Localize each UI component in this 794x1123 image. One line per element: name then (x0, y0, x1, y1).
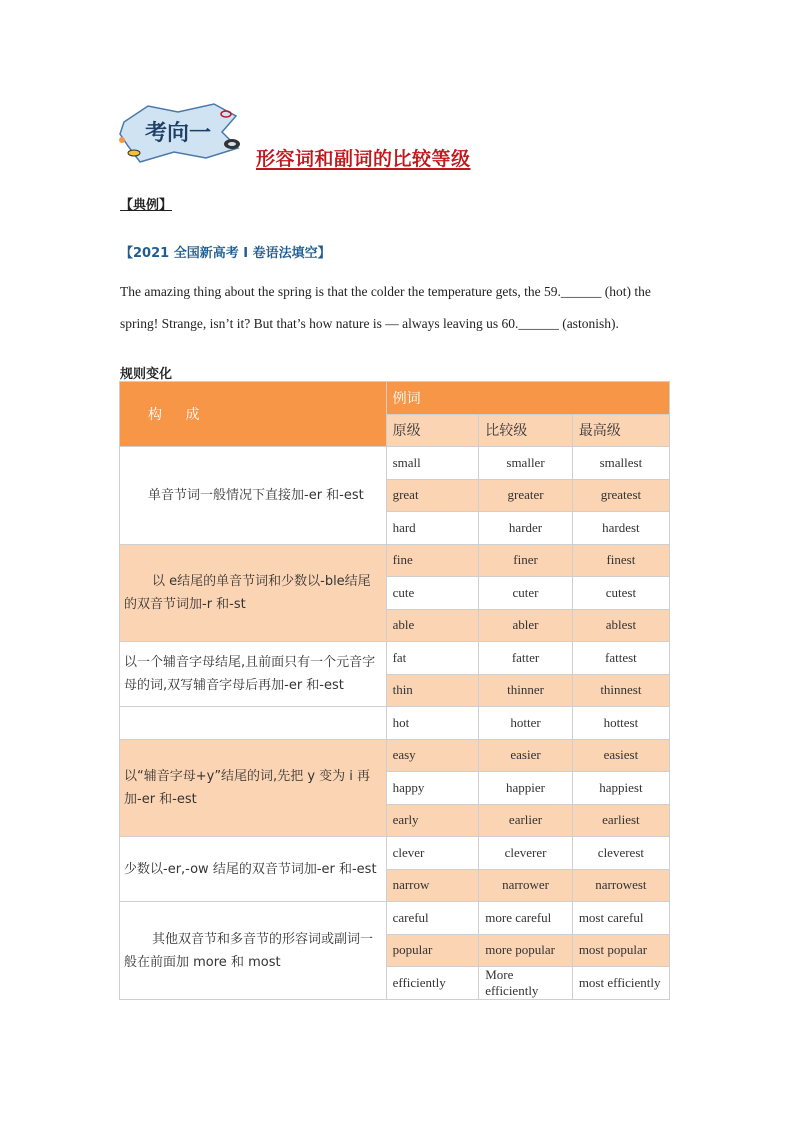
table-row (120, 739, 670, 772)
base-cell: able (386, 609, 479, 642)
col-base: 原级 (386, 414, 479, 447)
base-cell: small (386, 447, 479, 480)
base-cell: easy (386, 739, 479, 772)
rule-cell: 其他双音节和多音节的形容词或副词一般在前面加 more 和 most (120, 902, 387, 1000)
comparative-cell: narrower (479, 869, 573, 902)
rule-cell: 以 e结尾的单音节词和少数以-ble结尾的双音节词加-r 和-st (120, 544, 387, 642)
superlative-cell: most efficiently (572, 967, 669, 1000)
comparative-cell: hotter (479, 707, 573, 740)
base-cell: narrow (386, 869, 479, 902)
table-row (120, 902, 670, 935)
page-title: 形容词和副词的比较等级 (256, 148, 471, 170)
comparison-rules-table (119, 381, 670, 1000)
question-source: 【2021 全国新高考 I 卷语法填空】 (120, 246, 331, 261)
comparative-cell: cleverer (479, 837, 573, 870)
superlative-cell: smallest (572, 447, 669, 480)
comparative-cell: easier (479, 739, 573, 772)
passage-line: spring! Strange, isn’t it? But that’s how nature is — always leaving us 60.______ (astonish). (120, 316, 619, 331)
superlative-cell: hardest (572, 512, 669, 545)
header-examples: 例词 (386, 382, 669, 415)
base-cell: popular (386, 934, 479, 967)
base-cell: efficiently (386, 967, 479, 1000)
superlative-cell: narrowest (572, 869, 669, 902)
superlative-cell: earliest (572, 804, 669, 837)
table-row (120, 642, 670, 675)
base-cell: clever (386, 837, 479, 870)
superlative-cell: thinnest (572, 674, 669, 707)
superlative-cell: easiest (572, 739, 669, 772)
base-cell: hard (386, 512, 479, 545)
comparative-cell: smaller (479, 447, 573, 480)
superlative-cell: ablest (572, 609, 669, 642)
superlative-cell: fattest (572, 642, 669, 675)
section-banner (118, 102, 252, 166)
comparative-cell: more careful (479, 902, 573, 935)
rule-cell: 单音节词一般情况下直接加-er 和-est (120, 447, 387, 545)
comparative-cell: greater (479, 479, 573, 512)
comparative-cell: abler (479, 609, 573, 642)
rule-cell: 以“辅音字母+y”结尾的词,先把 y 变为 i 再加-er 和-est (120, 739, 387, 837)
base-cell: hot (386, 707, 479, 740)
superlative-cell: cleverest (572, 837, 669, 870)
superlative-cell: hottest (572, 707, 669, 740)
table-header-row (120, 382, 670, 415)
table-row (120, 447, 670, 480)
base-cell: careful (386, 902, 479, 935)
comparative-cell: more popular (479, 934, 573, 967)
table-row (120, 707, 670, 740)
base-cell: fat (386, 642, 479, 675)
rule-cell: 少数以-er,-ow 结尾的双音节词加-er 和-est (120, 837, 387, 902)
table-row (120, 837, 670, 870)
base-cell: thin (386, 674, 479, 707)
superlative-cell: cutest (572, 577, 669, 610)
rule-cell (120, 707, 387, 740)
superlative-cell: happiest (572, 772, 669, 805)
comparative-cell: fatter (479, 642, 573, 675)
comparative-cell: finer (479, 544, 573, 577)
passage-line: The amazing thing about the spring is that the colder the temperature gets, the 59.______ (hot) the (120, 284, 651, 299)
col-comparative: 比较级 (479, 414, 573, 447)
section-title: 规则变化 (120, 367, 173, 382)
table-row (120, 544, 670, 577)
col-superlative: 最高级 (572, 414, 669, 447)
comparative-cell: earlier (479, 804, 573, 837)
comparative-cell: happier (479, 772, 573, 805)
example-tag: 【典例】 (120, 198, 173, 213)
base-cell: early (386, 804, 479, 837)
passage (120, 276, 680, 340)
superlative-cell: most careful (572, 902, 669, 935)
superlative-cell: finest (572, 544, 669, 577)
comparative-cell: harder (479, 512, 573, 545)
base-cell: fine (386, 544, 479, 577)
comparative-cell: cuter (479, 577, 573, 610)
base-cell: great (386, 479, 479, 512)
superlative-cell: most popular (572, 934, 669, 967)
rule-cell: 以一个辅音字母结尾,且前面只有一个元音字母的词,双写辅音字母后再加-er 和-est (120, 642, 387, 707)
comparative-cell: thinner (479, 674, 573, 707)
header-composition: 构 成 (120, 382, 387, 447)
base-cell: cute (386, 577, 479, 610)
comparative-cell: More efficiently (479, 967, 573, 1000)
base-cell: happy (386, 772, 479, 805)
superlative-cell: greatest (572, 479, 669, 512)
banner-text: 考向一 (144, 120, 212, 146)
